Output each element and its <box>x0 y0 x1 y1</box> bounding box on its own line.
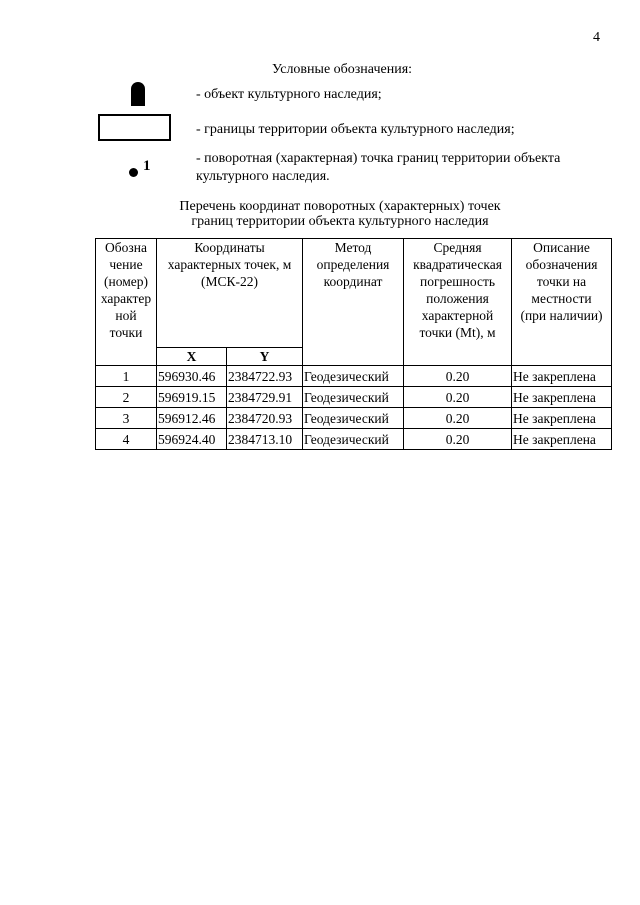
header-method <box>303 239 404 366</box>
cell-x: 596912.46 <box>157 408 227 429</box>
cell-num: 3 <box>96 408 157 429</box>
header-line: положения <box>426 291 489 306</box>
header-line: местности <box>531 291 592 306</box>
header-line: квадратическая <box>413 257 502 272</box>
legend-point-label: 1 <box>143 158 151 174</box>
cell-x: 596930.46 <box>157 366 227 387</box>
header-line: Средняя <box>433 240 482 255</box>
legend-title: Условные обозначения: <box>272 62 413 77</box>
cell-method: Геодезический <box>303 366 404 387</box>
table-title-line-1: Перечень координат поворотных (характерных) точек <box>179 199 501 214</box>
cell-num: 1 <box>96 366 157 387</box>
cell-y: 2384722.93 <box>227 366 303 387</box>
table-row <box>96 366 612 387</box>
cell-error: 0.20 <box>404 408 512 429</box>
point-icon <box>129 168 138 177</box>
header-error <box>404 239 512 366</box>
header-coordinates <box>157 239 303 348</box>
cell-error: 0.20 <box>404 429 512 450</box>
header-line: ной <box>115 308 137 323</box>
cell-y: 2384720.93 <box>227 408 303 429</box>
table-title-line-2: границ территории объекта культурного наследия <box>191 214 489 229</box>
cell-error: 0.20 <box>404 366 512 387</box>
cell-method: Геодезический <box>303 387 404 408</box>
cell-description: Не закреплена <box>512 366 612 387</box>
cell-num: 2 <box>96 387 157 408</box>
table-title <box>0 199 640 229</box>
cell-x: 596919.15 <box>157 387 227 408</box>
header-line: Обозна <box>105 240 147 255</box>
legend-item-point-text: - поворотная (характерная) точка границ территории объекта культурного наследия. <box>196 151 561 184</box>
header-line: (при наличии) <box>520 308 603 323</box>
cell-x: 596924.40 <box>157 429 227 450</box>
header-line: точки <box>109 325 143 340</box>
header-line: (МСК-22) <box>201 274 258 289</box>
cell-y: 2384713.10 <box>227 429 303 450</box>
header-designation <box>96 239 157 366</box>
cell-error: 0.20 <box>404 387 512 408</box>
header-line: Описание <box>533 240 590 255</box>
table-row <box>96 387 612 408</box>
cell-description: Не закреплена <box>512 408 612 429</box>
cell-num: 4 <box>96 429 157 450</box>
coordinates-table <box>95 238 612 450</box>
cell-description: Не закреплена <box>512 429 612 450</box>
header-line: характерных точек, м <box>167 257 292 272</box>
table-row <box>96 408 612 429</box>
header-description <box>512 239 612 366</box>
header-x: X <box>157 348 227 366</box>
header-line: Координаты <box>194 240 265 255</box>
header-line: обозначения <box>525 257 598 272</box>
legend-item-boundary-text: - границы территории объекта культурного наследия; <box>196 122 515 137</box>
cell-description: Не закреплена <box>512 387 612 408</box>
monument-icon <box>131 82 145 106</box>
table-row <box>96 429 612 450</box>
boundary-rectangle-icon <box>98 114 171 141</box>
header-line: точки на <box>536 274 587 289</box>
cell-y: 2384729.91 <box>227 387 303 408</box>
cell-method: Геодезический <box>303 408 404 429</box>
header-line: погрешность <box>420 274 496 289</box>
header-line: чение <box>109 257 143 272</box>
header-line: координат <box>323 274 383 289</box>
header-line: точки (Mt), м <box>419 325 496 340</box>
header-line: характерной <box>421 308 494 323</box>
header-line: определения <box>316 257 390 272</box>
page-number: 4 <box>593 30 600 45</box>
header-line: характер <box>100 291 152 306</box>
legend-item-monument-text: - объект культурного наследия; <box>196 87 382 102</box>
header-line: Метод <box>334 240 372 255</box>
cell-method: Геодезический <box>303 429 404 450</box>
header-line: (номер) <box>104 274 148 289</box>
header-y: Y <box>227 348 303 366</box>
